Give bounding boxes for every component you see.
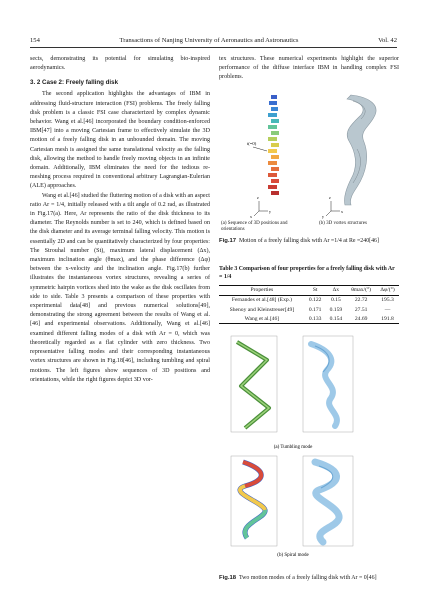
svg-text:z: z (257, 194, 259, 200)
svg-text:y: y (322, 213, 324, 219)
spiral-vortex (303, 456, 353, 546)
fig18-sub-b: (b) Spiral mode (277, 553, 309, 559)
section-heading: 3. 2 Case 2: Freely falling disk (30, 79, 119, 87)
fig17-sub-a: (a) Sequence of 3D positions and orientations (221, 220, 288, 233)
table-row: Shenoy and Kleinstreuer[49] 0.171 0.159 27.51 — (229, 306, 391, 313)
volume-label: Vol. 42 (378, 37, 397, 44)
fig18-sub-a: (a) Tumbling mode (273, 445, 313, 451)
axes-a (250, 195, 271, 219)
svg-text:z: z (329, 194, 331, 200)
right-paragraph: tex structures. These numerical experiments highlight the superior performance of the diffuse interface IBM in handling complex FSI problems. (219, 56, 399, 81)
running-header (30, 32, 397, 44)
fig18-caption: Fig.18 Two motion modes of a freely falling disk with Ar = 0[46] (219, 575, 377, 582)
table-3 (219, 285, 399, 325)
figure-17-graphic (219, 87, 399, 227)
intro-text: sects, demonstrating its potential for simulating bio-inspired aerodynamics. (30, 56, 210, 72)
paragraph-2: Wang et al.[46] studied the fluttering motion of a disk with an aspect ratio Ar = 1/4, initially released with a tilt angle of 0.2 rad, as illustrated in Fig.17(a). Here, Ar represents the ratio of the disk thickness to its diameter. The Reynolds number is set to 240, which is defined based on the disk diameter and its average terminal falling velocity. This motion is essentially 2D and can be quantitatively characterized by four properties: The Strouhal number (St), maximum lateral displacement (Δx), maximum inclination angle (θmax), and the phase difference (Δφ) between the x-velocity and the inclination angle. Fig.17(b) further illustrates the instantaneous vortex structures, revealing a series of symmetric hairpin vortices shed into the wake as the disk oscillates from side to side. Table 3 presents a comparison of these properties with experimental data[48] and previous numerical solutions[49], demonstrating the strong agreement between the results of Wang et al.[46] and experimental observations. Additionally, Wang et al.[46] examined different falling modes of a disk with Ar = 0, which was theoretically regarded as a flat cylinder with zero thickness. Two representative falling modes and their corresponding instantaneous vortex structures are shown in Fig.18[46], including tumbling and spiral motions. The left figures show sequences of 3D positions and orientations, while the right figures depict 3D vor- (30, 192, 210, 383)
figure-18-graphic (219, 330, 399, 560)
tumbling-vortex (303, 336, 353, 432)
left-column (30, 55, 210, 385)
svg-text:y: y (269, 208, 271, 214)
svg-text:x: x (341, 208, 343, 214)
table-row: Wang et al.[46] 0.133 0.154 24.69 191.8 (219, 314, 399, 324)
axes-b (322, 195, 343, 219)
page-number: 154 (30, 37, 40, 44)
figure-18 (219, 330, 399, 574)
t0-label: t(=0) (247, 140, 257, 146)
table-header-row: Properties St Δx θmax/(°) Δφ/(°) (219, 285, 399, 295)
paragraph-1: The second application highlights the advantages of IBM in addressing fluid-structure interaction (FSI) problems. The freely falling disk problem is a classic FSI case characterized by complex dynamic behavior. Wang et al.[46] incorporated the boundary condition-enforced IBM[47] into a moving Cartesian frame to effectively simulate the 3D motion of a freely falling disk in an unbounded domain. The moving Cartesian mesh is assigned the same translational velocity as the falling disk, allowing the method to handle freely moving objects in an infinite domain. Additionally, IBM eliminates the need for the tedious re-meshing process required in conventional arbitrary Lagrangian-Eulerian (ALE) approaches. (30, 91, 210, 190)
table3-caption: Table 3 Comparison of four properties for a freely falling disk with Ar = 1/4 (219, 265, 395, 280)
disk-sequence (268, 95, 279, 195)
tumbling-disk-sequence (231, 336, 277, 432)
fig17-sub-b: (b) 3D vortex structures (319, 220, 367, 226)
spiral-disk-sequence (231, 456, 277, 546)
fig17-caption: Fig.17 Motion of a freely falling disk with Ar =1/4 at Re =240[46] (219, 237, 379, 244)
table-row: Fernandes et al.[48] (Exp.) 0.122 0.15 22.72 195.3 (231, 297, 394, 304)
svg-text:x: x (250, 213, 252, 219)
header-rule (30, 47, 397, 48)
right-column (219, 55, 399, 582)
vortex-structure-17b (344, 95, 376, 205)
figure-17 (219, 87, 399, 257)
journal-title: Transactions of Nanjing University of Aeronautics and Astronautics (119, 37, 299, 44)
